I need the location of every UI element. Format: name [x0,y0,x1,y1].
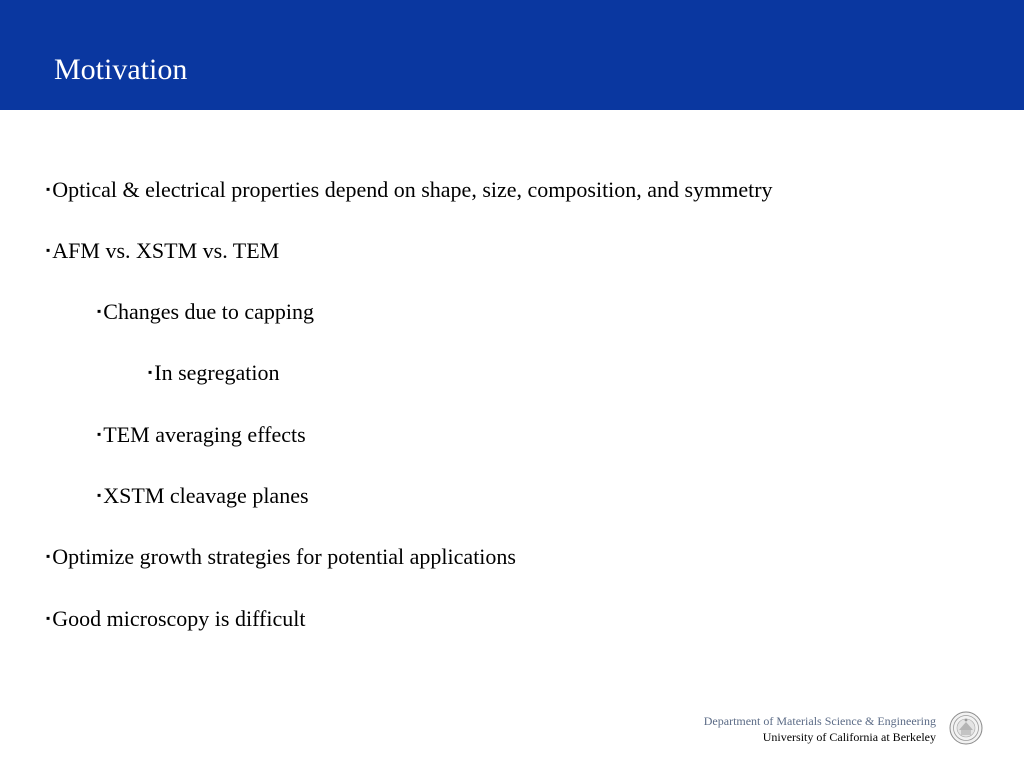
department-name: Department of Materials Science & Engineering [703,714,936,728]
bullet-text: Good microscopy is difficult [52,606,306,631]
bullet-text: Optical & electrical properties depend on shape, size, composition, and symmetry [52,177,773,202]
bullet-marker-icon: ▪ [97,488,102,502]
bullet-text: AFM vs. XSTM vs. TEM [52,238,280,263]
bullet-text: TEM averaging effects [103,422,306,447]
bullet-item [148,359,280,390]
bullet-item [97,421,306,452]
bullet-marker-icon: ▪ [46,611,51,625]
bullet-marker-icon: ▪ [97,427,102,441]
bullet-item [97,298,314,329]
bullet-text: XSTM cleavage planes [103,483,309,508]
slide-title: Motivation [54,53,188,86]
bullet-item [46,543,516,574]
bullet-marker-icon: ▪ [97,304,102,318]
bullet-text: In segregation [154,360,280,385]
bullet-text: Changes due to capping [103,299,315,324]
bullet-marker-icon: ▪ [46,182,51,196]
bullet-text: Optimize growth strategies for potential applications [52,544,516,569]
university-name: University of California at Berkeley [762,730,936,744]
bullet-marker-icon: ▪ [148,365,153,379]
bullet-marker-icon: ▪ [46,243,51,257]
bullet-item [46,237,279,268]
bullet-item [46,605,305,636]
bullet-item [97,482,309,513]
footer [704,713,936,745]
bullet-item [46,176,773,207]
bullet-marker-icon: ▪ [46,549,51,563]
university-seal-icon [949,711,983,745]
